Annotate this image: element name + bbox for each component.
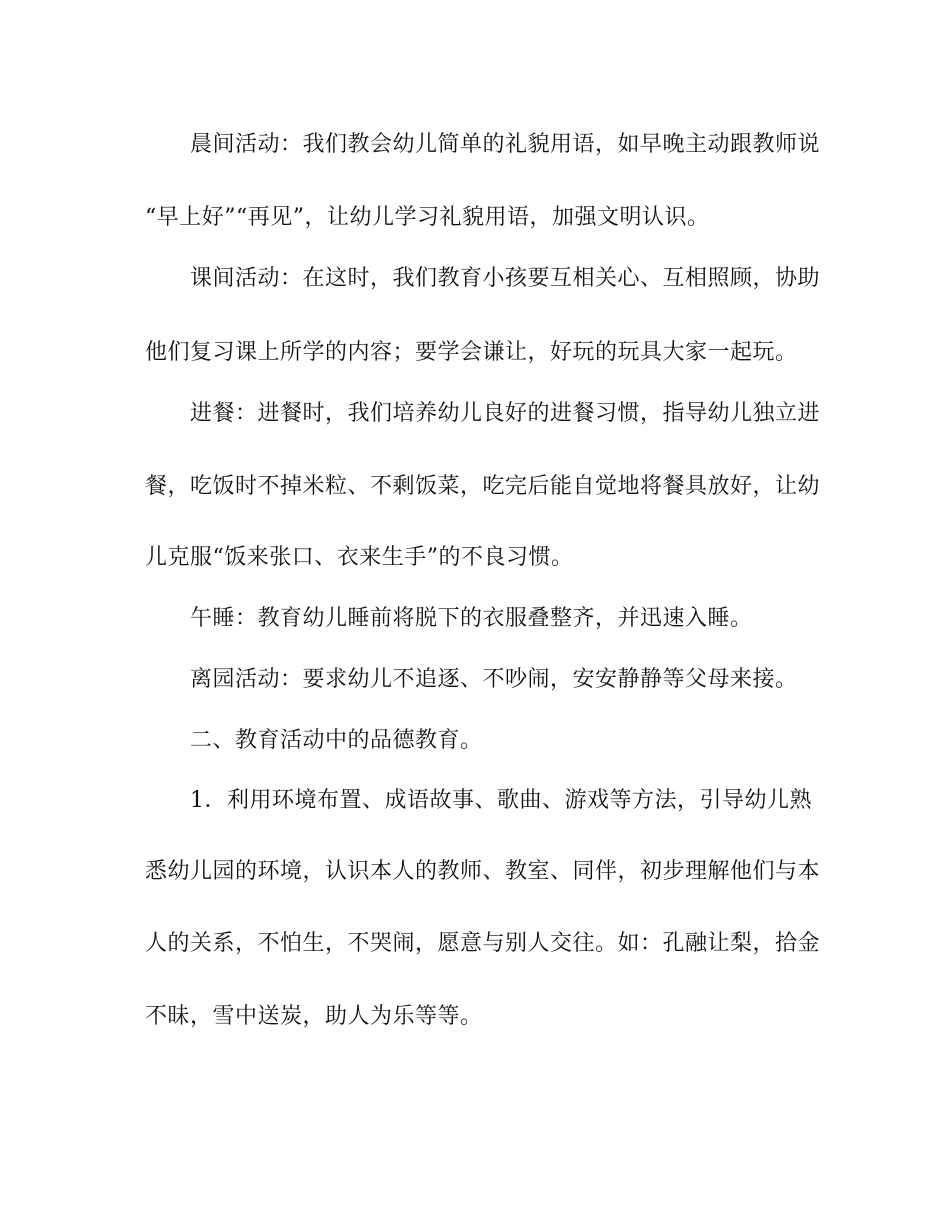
text-line-6: 餐，吃饭时不掉米粒、不剩饭菜，吃完后能自觉地将餐具放好，让幼: [145, 474, 821, 499]
text-line-14: 不昧，雪中送炭，助人为乐等等。: [145, 1004, 483, 1029]
text-line-8: 午睡：教育幼儿睡前将脱下的衣服叠整齐，并迅速入睡。: [190, 606, 753, 631]
text-line-13: 人的关系，不怕生，不哭闹，愿意与别人交往。如：孔融让梨，拾金: [145, 931, 821, 956]
text-line-11: 1．利用环境布置、成语故事、歌曲、游戏等方法，引导幼儿熟: [190, 788, 812, 813]
text-line-4: 他们复习课上所学的内容；要学会谦让，好玩的玩具大家一起玩。: [145, 340, 798, 365]
text-line-9: 离园活动：要求幼儿不追逐、不吵闹，安安静静等父母来接。: [190, 667, 798, 692]
text-line-10: 二、教育活动中的品德教育。: [190, 728, 483, 753]
text-line-12: 悉幼儿园的环境，认识本人的教师、教室、同伴，初步理解他们与本: [145, 859, 821, 884]
text-line-5: 进餐：进餐时，我们培养幼儿良好的进餐习惯，指导幼儿独立进: [190, 401, 821, 426]
text-line-7: 儿克服“饭来张口、衣来生手”的不良习惯。: [145, 545, 574, 570]
text-line-1: 晨间活动：我们教会幼儿简单的礼貌用语，如早晚主动跟教师说: [190, 132, 821, 157]
text-line-2: “早上好”“再见”，让幼儿学习礼貌用语，加强文明认识。: [145, 205, 710, 230]
text-line-3: 课间活动：在这时，我们教育小孩要互相关心、互相照顾，协助: [190, 266, 821, 291]
